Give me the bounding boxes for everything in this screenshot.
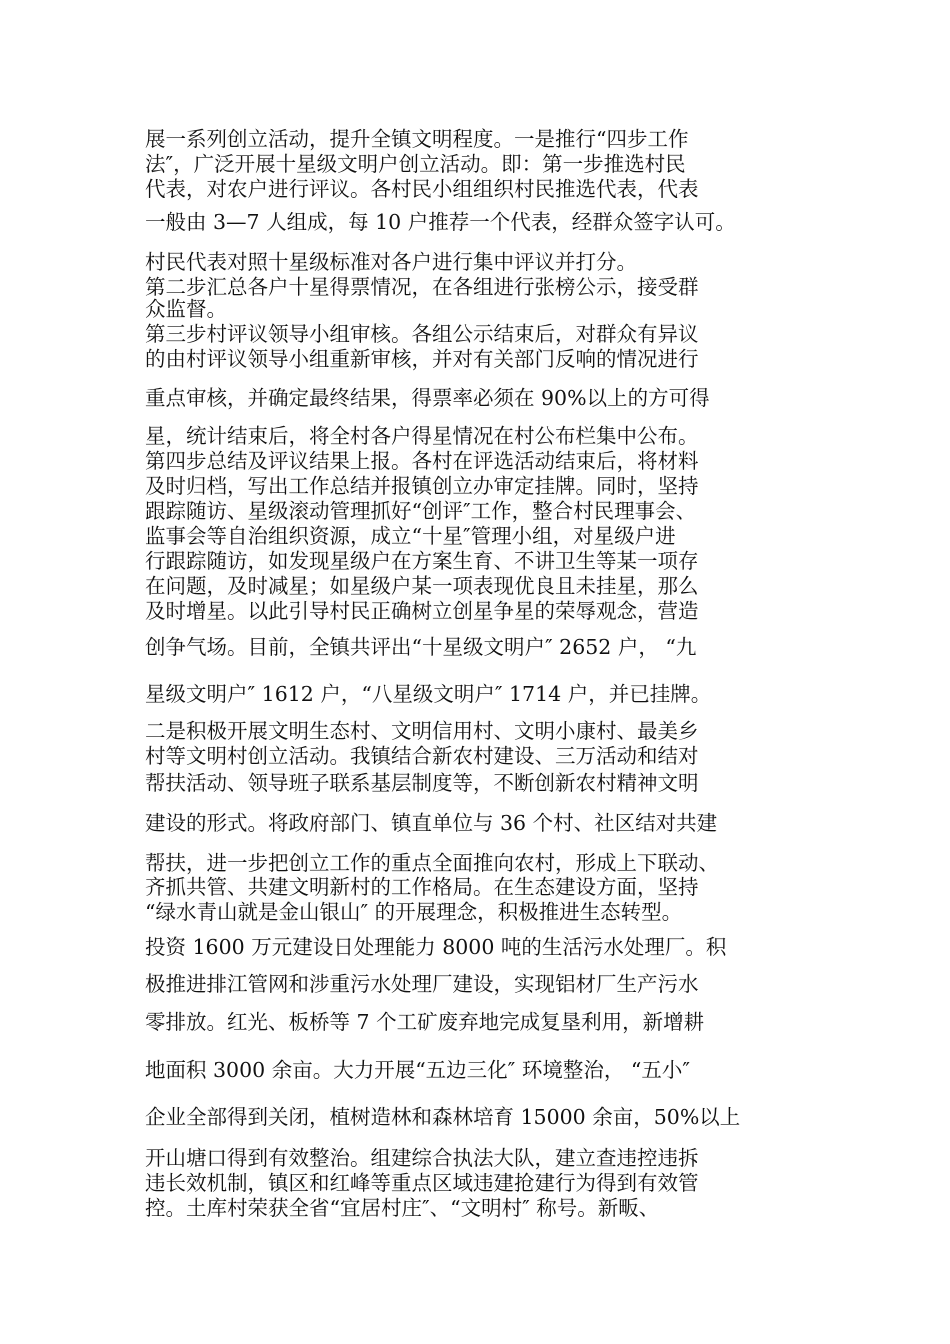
- text-line: 及时增星。以此引导村民正确树立创星争星的荣辱观念，营造: [145, 599, 699, 623]
- text-line: 齐抓共管、共建文明新村的工作格局。在生态建设方面，坚持: [145, 875, 699, 899]
- text-line: 展一系列创立活动，提升全镇文明程度。一是推行“四步工作: [145, 127, 689, 151]
- text-line: 零排放。红光、板桥等 7 个工矿废弃地完成复垦利用，新增耕: [145, 1010, 705, 1034]
- text-line: 监事会等自治组织资源，成立“十星″管理小组，对星级户进: [145, 524, 676, 548]
- text-line: 极推进排江管网和涉重污水处理厂建设，实现铝材厂生产污水: [145, 972, 699, 996]
- text-line: 创争气场。目前，全镇共评出“十星级文明户″ 2652 户， “九: [145, 635, 697, 659]
- text-line: 投资 1600 万元建设日处理能力 8000 吨的生活污水处理厂。积: [145, 935, 727, 959]
- text-line: 星级文明户″ 1612 户，“八星级文明户″ 1714 户，并已挂牌。: [145, 682, 712, 706]
- text-line: “绿水青山就是金山银山″ 的开展理念，积极推进生态转型。: [145, 900, 683, 924]
- text-line: 在问题，及时减星；如星级户某一项表现优良且未挂星，那么: [145, 574, 699, 598]
- text-line: 建设的形式。将政府部门、镇直单位与 36 个村、社区结对共建: [145, 811, 718, 835]
- text-line: 违长效机制，镇区和红峰等重点区域违建抢建行为得到有效管: [145, 1171, 699, 1195]
- text-line: 众监督。: [145, 297, 227, 321]
- text-line: 二是积极开展文明生态村、文明信用村、文明小康村、最美乡: [145, 719, 699, 743]
- text-line: 控。土库村荣获全省“宜居村庄″、“文明村″ 称号。新畈、: [145, 1196, 660, 1220]
- text-line: 第四步总结及评议结果上报。各村在评选活动结束后，将材料: [145, 449, 699, 473]
- text-line: 代表，对农户进行评议。各村民小组组织村民推选代表，代表: [145, 177, 699, 201]
- text-line: 法″，广泛开展十星级文明户创立活动。即：第一步推选村民: [145, 152, 686, 176]
- text-line: 跟踪随访、星级滚动管理抓好“创评″工作，整合村民理事会、: [145, 499, 697, 523]
- text-line: 地面积 3000 余亩。大力开展“五边三化″ 环境整治， “五小″: [145, 1058, 691, 1082]
- text-line: 行跟踪随访，如发现星级户在方案生育、不讲卫生等某一项存: [145, 549, 699, 573]
- text-line: 一般由 3—7 人组成，每 10 户推荐一个代表，经群众签字认可。: [145, 210, 736, 234]
- text-line: 及时归档，写出工作总结并报镇创立办审定挂牌。同时，坚持: [145, 474, 699, 498]
- text-line: 星，统计结束后，将全村各户得星情况在村公布栏集中公布。: [145, 424, 699, 448]
- text-line: 第二步汇总各户十星得票情况，在各组进行张榜公示，接受群: [145, 275, 699, 299]
- text-line: 重点审核，并确定最终结果，得票率必须在 90%以上的方可得: [145, 386, 710, 410]
- text-line: 村等文明村创立活动。我镇结合新农村建设、三万活动和结对: [145, 744, 699, 768]
- text-line: 村民代表对照十星级标准对各户进行集中评议并打分。: [145, 250, 637, 274]
- text-line: 帮扶，进一步把创立工作的重点全面推向农村，形成上下联动、: [145, 851, 719, 875]
- text-line: 的由村评议领导小组重新审核，并对有关部门反响的情况进行: [145, 347, 699, 371]
- text-line: 企业全部得到关闭，植树造林和森林培育 15000 余亩，50%以上: [145, 1105, 741, 1129]
- text-line: 帮扶活动、领导班子联系基层制度等，不断创新农村精神文明: [145, 771, 699, 795]
- text-line: 开山塘口得到有效整治。组建综合执法大队，建立查违控违拆: [145, 1146, 699, 1170]
- text-line: 第三步村评议领导小组审核。各组公示结束后，对群众有异议: [145, 322, 699, 346]
